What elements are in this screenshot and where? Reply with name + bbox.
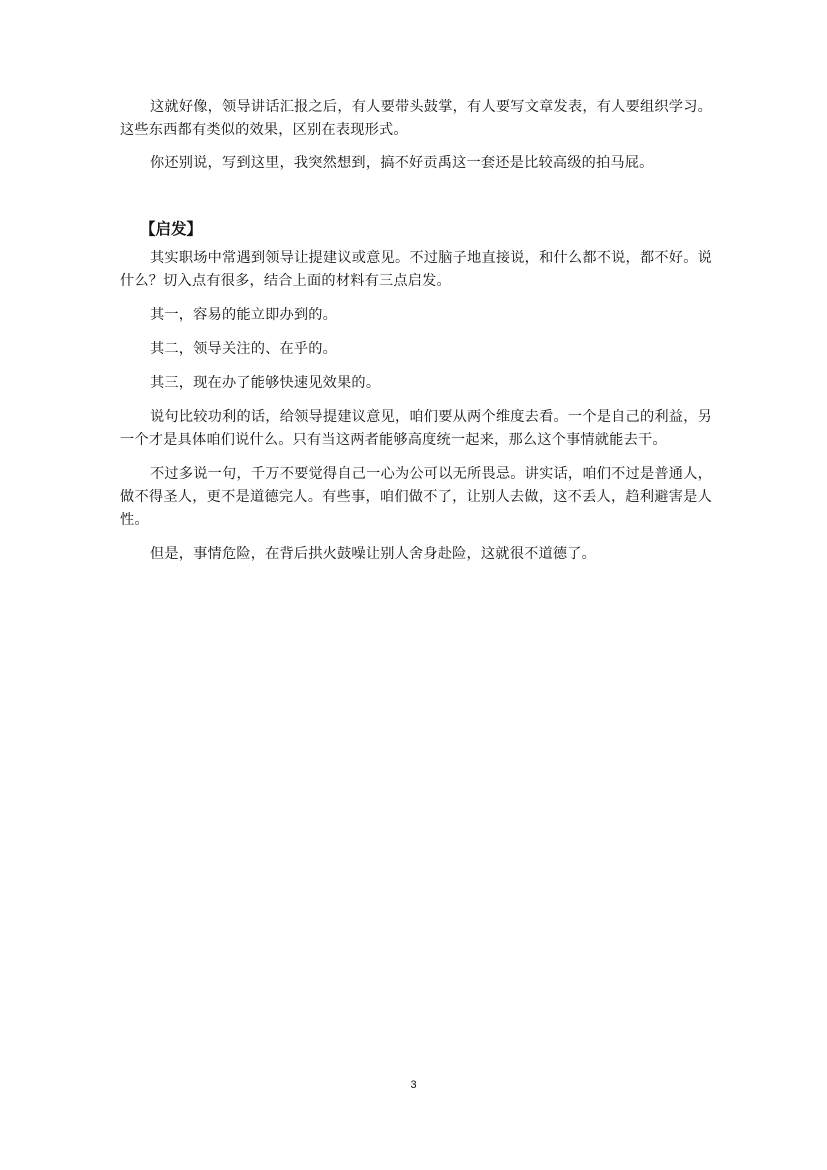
paragraph-flattery-remark: 你还别说，写到这里，我突然想到，搞不好贡禹这一套还是比较高级的拍马屁。 [150, 155, 654, 171]
paragraph-ordinary-people: 不过多说一句，千万不要觉得自己一心为公可以无所畏忌。讲实话，咱们不过是普通人，做不得圣人，更不是道德完人。有些事，咱们做不了，让别人去做，这不丢人，趋利避害是人性。 [120, 466, 712, 528]
paragraph-point-three: 其三，现在办了能够快速见效果的。 [150, 375, 381, 391]
paragraph-applause-analogy: 这就好像，领导讲话汇报之后，有人要带头鼓掌，有人要写文章发表，有人要组织学习。这些东西都有类似的效果，区别在表现形式。 [120, 99, 712, 138]
paragraph-conclusion: 但是，事情危险，在背后拱火鼓噪让别人舍身赴险，这就很不道德了。 [150, 546, 597, 562]
page-number: 3 [410, 1079, 417, 1091]
paragraph-two-dimensions: 说句比较功利的话，给领导提建议意见，咱们要从两个维度去看。一个是自己的利益，另一个才是具体咱们说什么。只有当这两者能够高度统一起来，那么这个事情就能去干。 [120, 409, 712, 448]
paragraph-point-one: 其一，容易的能立即办到的。 [150, 307, 338, 323]
paragraph-point-two: 其二，领导关注的、在乎的。 [150, 341, 338, 357]
paragraph-intro-suggestions: 其实职场中常遇到领导让提建议或意见。不过脑子地直接说，和什么都不说，都不好。说什么？切入点有很多，结合上面的材料有三点启发。 [120, 250, 712, 289]
page-content [120, 96, 712, 566]
section-heading-insight: 【启发】 [140, 220, 203, 238]
